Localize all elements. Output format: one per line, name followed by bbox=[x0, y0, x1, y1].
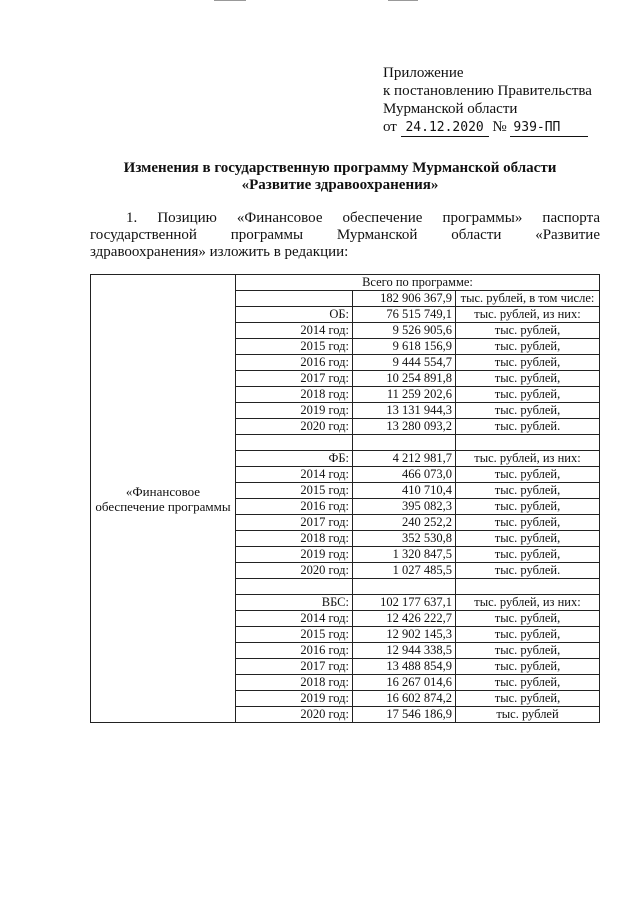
row-label: 2016 год: bbox=[236, 499, 353, 515]
row-label: 2014 год: bbox=[236, 467, 353, 483]
row-label: 2019 год: bbox=[236, 547, 353, 563]
row-unit: тыс. рублей, bbox=[456, 627, 600, 643]
row-unit: тыс. рублей. bbox=[456, 563, 600, 579]
row-value: 11 259 202,6 bbox=[353, 387, 456, 403]
financing-table bbox=[90, 274, 600, 723]
row-label: 2017 год: bbox=[236, 659, 353, 675]
row-unit: тыс. рублей, из них: bbox=[456, 451, 600, 467]
row-unit: тыс. рублей, bbox=[456, 339, 600, 355]
row-unit: тыс. рублей, из них: bbox=[456, 595, 600, 611]
row-label: 2018 год: bbox=[236, 387, 353, 403]
row-unit: тыс. рублей, bbox=[456, 387, 600, 403]
row-label: 2014 год: bbox=[236, 611, 353, 627]
row-unit bbox=[456, 579, 600, 595]
row-label: 2018 год: bbox=[236, 531, 353, 547]
row-unit: тыс. рублей, bbox=[456, 483, 600, 499]
row-label: ФБ: bbox=[236, 451, 353, 467]
row-unit: тыс. рублей, bbox=[456, 403, 600, 419]
row-label: 2019 год: bbox=[236, 691, 353, 707]
row-value: 9 618 156,9 bbox=[353, 339, 456, 355]
row-unit: тыс. рублей, bbox=[456, 515, 600, 531]
row-unit bbox=[456, 435, 600, 451]
row-value: 12 902 145,3 bbox=[353, 627, 456, 643]
resolution-number: 939-ПП bbox=[510, 120, 588, 137]
row-label: 2020 год: bbox=[236, 419, 353, 435]
row-label bbox=[236, 291, 353, 307]
row-value: 240 252,2 bbox=[353, 515, 456, 531]
appendix-date-line bbox=[383, 118, 623, 137]
row-label: 2016 год: bbox=[236, 643, 353, 659]
row-value: 410 710,4 bbox=[353, 483, 456, 499]
row-unit: тыс. рублей, bbox=[456, 323, 600, 339]
appendix-region: Мурманской области bbox=[383, 101, 518, 117]
row-value: 16 602 874,2 bbox=[353, 691, 456, 707]
row-unit: тыс. рублей, bbox=[456, 547, 600, 563]
row-value: 466 073,0 bbox=[353, 467, 456, 483]
row-value: 1 027 485,5 bbox=[353, 563, 456, 579]
document-title bbox=[60, 160, 620, 194]
intro-line-2: государственной программы Мурманской области «Развитие bbox=[90, 227, 600, 243]
row-value: 10 254 891,8 bbox=[353, 371, 456, 387]
scan-mark bbox=[214, 0, 246, 1]
row-value: 9 444 554,7 bbox=[353, 355, 456, 371]
table-header-row bbox=[91, 275, 600, 291]
date-prefix: от bbox=[383, 119, 397, 135]
row-unit: тыс. рублей, bbox=[456, 467, 600, 483]
row-label: 2015 год: bbox=[236, 339, 353, 355]
row-unit: тыс. рублей, bbox=[456, 499, 600, 515]
row-unit: тыс. рублей. bbox=[456, 419, 600, 435]
row-label: 2019 год: bbox=[236, 403, 353, 419]
row-unit: тыс. рублей, bbox=[456, 531, 600, 547]
row-value: 395 082,3 bbox=[353, 499, 456, 515]
row-value: 13 488 854,9 bbox=[353, 659, 456, 675]
row-value: 102 177 637,1 bbox=[353, 595, 456, 611]
row-unit: тыс. рублей, bbox=[456, 691, 600, 707]
row-value: 13 280 093,2 bbox=[353, 419, 456, 435]
row-value: 12 944 338,5 bbox=[353, 643, 456, 659]
row-value: 9 526 905,6 bbox=[353, 323, 456, 339]
row-value: 16 267 014,6 bbox=[353, 675, 456, 691]
row-unit: тыс. рублей, bbox=[456, 659, 600, 675]
position-label-cell bbox=[91, 275, 236, 723]
row-label: 2018 год: bbox=[236, 675, 353, 691]
row-value: 13 131 944,3 bbox=[353, 403, 456, 419]
intro-paragraph bbox=[90, 210, 600, 261]
row-value: 76 515 749,1 bbox=[353, 307, 456, 323]
row-value bbox=[353, 435, 456, 451]
row-unit: тыс. рублей bbox=[456, 707, 600, 723]
appendix-resolution: к постановлению Правительства bbox=[383, 83, 592, 99]
row-value: 4 212 981,7 bbox=[353, 451, 456, 467]
row-label: 2016 год: bbox=[236, 355, 353, 371]
row-unit: тыс. рублей, bbox=[456, 355, 600, 371]
row-label bbox=[236, 435, 353, 451]
row-value: 182 906 367,9 bbox=[353, 291, 456, 307]
row-label: ВБС: bbox=[236, 595, 353, 611]
appendix-block bbox=[383, 64, 623, 137]
row-label: 2020 год: bbox=[236, 563, 353, 579]
row-label: 2020 год: bbox=[236, 707, 353, 723]
row-unit: тыс. рублей, из них: bbox=[456, 307, 600, 323]
row-unit: тыс. рублей, bbox=[456, 611, 600, 627]
table-header: Всего по программе: bbox=[236, 275, 600, 291]
title-line-2: «Развитие здравоохранения» bbox=[241, 177, 439, 193]
row-value: 1 320 847,5 bbox=[353, 547, 456, 563]
row-label: ОБ: bbox=[236, 307, 353, 323]
row-value: 352 530,8 bbox=[353, 531, 456, 547]
row-unit: тыс. рублей, bbox=[456, 371, 600, 387]
scan-mark bbox=[388, 0, 418, 1]
row-label: 2014 год: bbox=[236, 323, 353, 339]
financing-table-body bbox=[91, 275, 600, 723]
row-value bbox=[353, 579, 456, 595]
row-label: 2017 год: bbox=[236, 371, 353, 387]
row-unit: тыс. рублей, в том числе: bbox=[456, 291, 600, 307]
resolution-date: 24.12.2020 bbox=[401, 120, 489, 137]
row-unit: тыс. рублей, bbox=[456, 675, 600, 691]
appendix-title: Приложение bbox=[383, 65, 464, 81]
row-value: 17 546 186,9 bbox=[353, 707, 456, 723]
intro-line-3: здравоохранения» изложить в редакции: bbox=[90, 244, 349, 260]
row-label: 2015 год: bbox=[236, 483, 353, 499]
title-line-1: Изменения в государственную программу Мурманской области bbox=[123, 160, 557, 176]
intro-line-1: 1. Позицию «Финансовое обеспечение программы» паспорта bbox=[126, 210, 600, 226]
row-label: 2015 год: bbox=[236, 627, 353, 643]
row-value: 12 426 222,7 bbox=[353, 611, 456, 627]
row-label bbox=[236, 579, 353, 595]
row-label: 2017 год: bbox=[236, 515, 353, 531]
row-unit: тыс. рублей, bbox=[456, 643, 600, 659]
position-label: «Финансовое обеспечение программы bbox=[95, 483, 231, 514]
number-sign: № bbox=[492, 119, 507, 135]
